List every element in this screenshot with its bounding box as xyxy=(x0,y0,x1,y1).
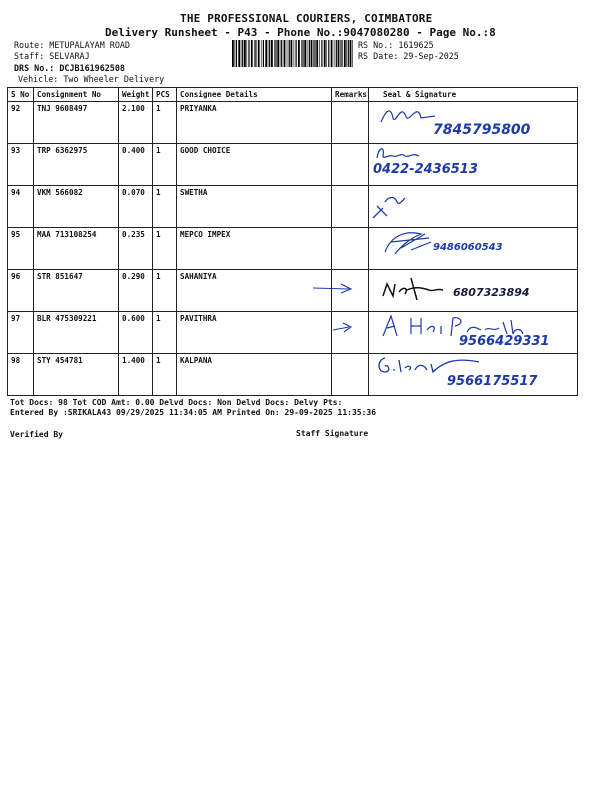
table-header-row xyxy=(8,88,578,102)
col-header-weight: Weight xyxy=(119,88,153,102)
rs-date: RS Date: 29-Sep-2025 xyxy=(358,51,459,61)
table-row xyxy=(8,228,578,270)
cell-pcs: 1 xyxy=(153,144,177,186)
runsheet-title: Delivery Runsheet - P43 - Phone No.:9047080280 - Page No.:8 xyxy=(105,26,496,39)
cell-weight: 1.400 xyxy=(119,354,153,396)
handwritten-phone: 9566429331 xyxy=(459,334,550,349)
cell-weight: 0.290 xyxy=(119,270,153,312)
drs-number: DRS No.: DCJB161962508 xyxy=(14,63,125,73)
totals-line: Tot Docs: 98 Tot COD Amt: 0.00 Delvd Docs: Non Delvd Docs: Delvy Pts: xyxy=(10,398,343,407)
arrow-icon xyxy=(311,282,355,294)
cell-consignee: PRIYANKA xyxy=(177,102,332,144)
vehicle-label: Vehicle: Two Wheeler Delivery xyxy=(18,74,165,84)
cell-consignment: STR 851647 xyxy=(34,270,119,312)
cell-pcs: 1 xyxy=(153,312,177,354)
arrow-icon xyxy=(331,322,355,334)
col-header-signature: Seal & Signature xyxy=(369,88,578,102)
handwritten-phone: 9486060543 xyxy=(433,242,503,253)
cell-remarks xyxy=(332,186,369,228)
cell-signature xyxy=(369,228,578,270)
verified-by-label: Verified By xyxy=(10,430,63,439)
cell-signature xyxy=(369,102,578,144)
table-row xyxy=(8,270,578,312)
company-title: THE PROFESSIONAL COURIERS, COIMBATORE xyxy=(180,12,433,25)
handwritten-phone: 6807323894 xyxy=(453,286,530,299)
staff-label: Staff: SELVARAJ xyxy=(14,51,90,61)
cell-signature xyxy=(369,186,578,228)
handwritten-signature xyxy=(369,192,409,222)
table-row xyxy=(8,312,578,354)
cell-sno: 97 xyxy=(8,312,34,354)
col-header-pcs: PCS xyxy=(153,88,177,102)
cell-remarks xyxy=(332,228,369,270)
table-row xyxy=(8,102,578,144)
cell-remarks xyxy=(332,144,369,186)
cell-consignee: PAVITHRA xyxy=(177,312,332,354)
cell-pcs: 1 xyxy=(153,270,177,312)
table-row xyxy=(8,144,578,186)
cell-signature xyxy=(369,270,578,312)
table-row xyxy=(8,354,578,396)
cell-consignment: VKM 566082 xyxy=(34,186,119,228)
cell-signature xyxy=(369,312,578,354)
col-header-consignment: Consignment No xyxy=(34,88,119,102)
cell-pcs: 1 xyxy=(153,186,177,228)
rs-number: RS No.: 1619625 xyxy=(358,40,434,50)
col-header-remarks: Remarks xyxy=(332,88,369,102)
cell-pcs: 1 xyxy=(153,102,177,144)
cell-sno: 96 xyxy=(8,270,34,312)
cell-consignee: KALPANA xyxy=(177,354,332,396)
handwritten-signature xyxy=(379,104,439,126)
handwritten-signature xyxy=(381,228,441,258)
cell-sno: 94 xyxy=(8,186,34,228)
cell-weight: 0.235 xyxy=(119,228,153,270)
col-header-consignee: Consignee Details xyxy=(177,88,332,102)
entered-by-line: Entered By :SRIKALA43 09/29/2025 11:34:05 AM Printed On: 29-09-2025 11:35:36 xyxy=(10,408,377,417)
cell-consignment: BLR 475309221 xyxy=(34,312,119,354)
cell-weight: 2.100 xyxy=(119,102,153,144)
cell-consignee: SAHANIYA xyxy=(177,270,332,312)
cell-consignee: SWETHA xyxy=(177,186,332,228)
handwritten-signature xyxy=(375,144,425,162)
staff-signature-label: Staff Signature xyxy=(296,429,369,438)
cell-consignment: MAA 713108254 xyxy=(34,228,119,270)
cell-pcs: 1 xyxy=(153,228,177,270)
cell-pcs: 1 xyxy=(153,354,177,396)
cell-remarks xyxy=(332,312,369,354)
cell-consignment: STY 454781 xyxy=(34,354,119,396)
barcode-image xyxy=(232,40,354,67)
cell-signature xyxy=(369,354,578,396)
handwritten-phone: 9566175517 xyxy=(447,374,538,389)
handwritten-signature xyxy=(381,272,451,302)
cell-sno: 95 xyxy=(8,228,34,270)
cell-remarks xyxy=(332,354,369,396)
cell-sno: 92 xyxy=(8,102,34,144)
cell-consignee: GOOD CHOICE xyxy=(177,144,332,186)
route-label: Route: METUPALAYAM ROAD xyxy=(14,40,130,50)
cell-weight: 0.600 xyxy=(119,312,153,354)
handwritten-signature xyxy=(375,354,485,376)
cell-consignment: TRP 6362975 xyxy=(34,144,119,186)
col-header-sno: S No xyxy=(8,88,34,102)
handwritten-phone: 0422-2436513 xyxy=(373,162,478,177)
table-row xyxy=(8,186,578,228)
cell-weight: 0.400 xyxy=(119,144,153,186)
cell-weight: 0.070 xyxy=(119,186,153,228)
cell-sno: 98 xyxy=(8,354,34,396)
cell-consignment: TNJ 9608497 xyxy=(34,102,119,144)
cell-sno: 93 xyxy=(8,144,34,186)
consignment-table xyxy=(7,87,578,396)
cell-signature xyxy=(369,144,578,186)
handwritten-phone: 7845795800 xyxy=(433,122,531,138)
cell-consignee: MEPCO IMPEX xyxy=(177,228,332,270)
cell-remarks xyxy=(332,102,369,144)
cell-remarks xyxy=(332,270,369,312)
